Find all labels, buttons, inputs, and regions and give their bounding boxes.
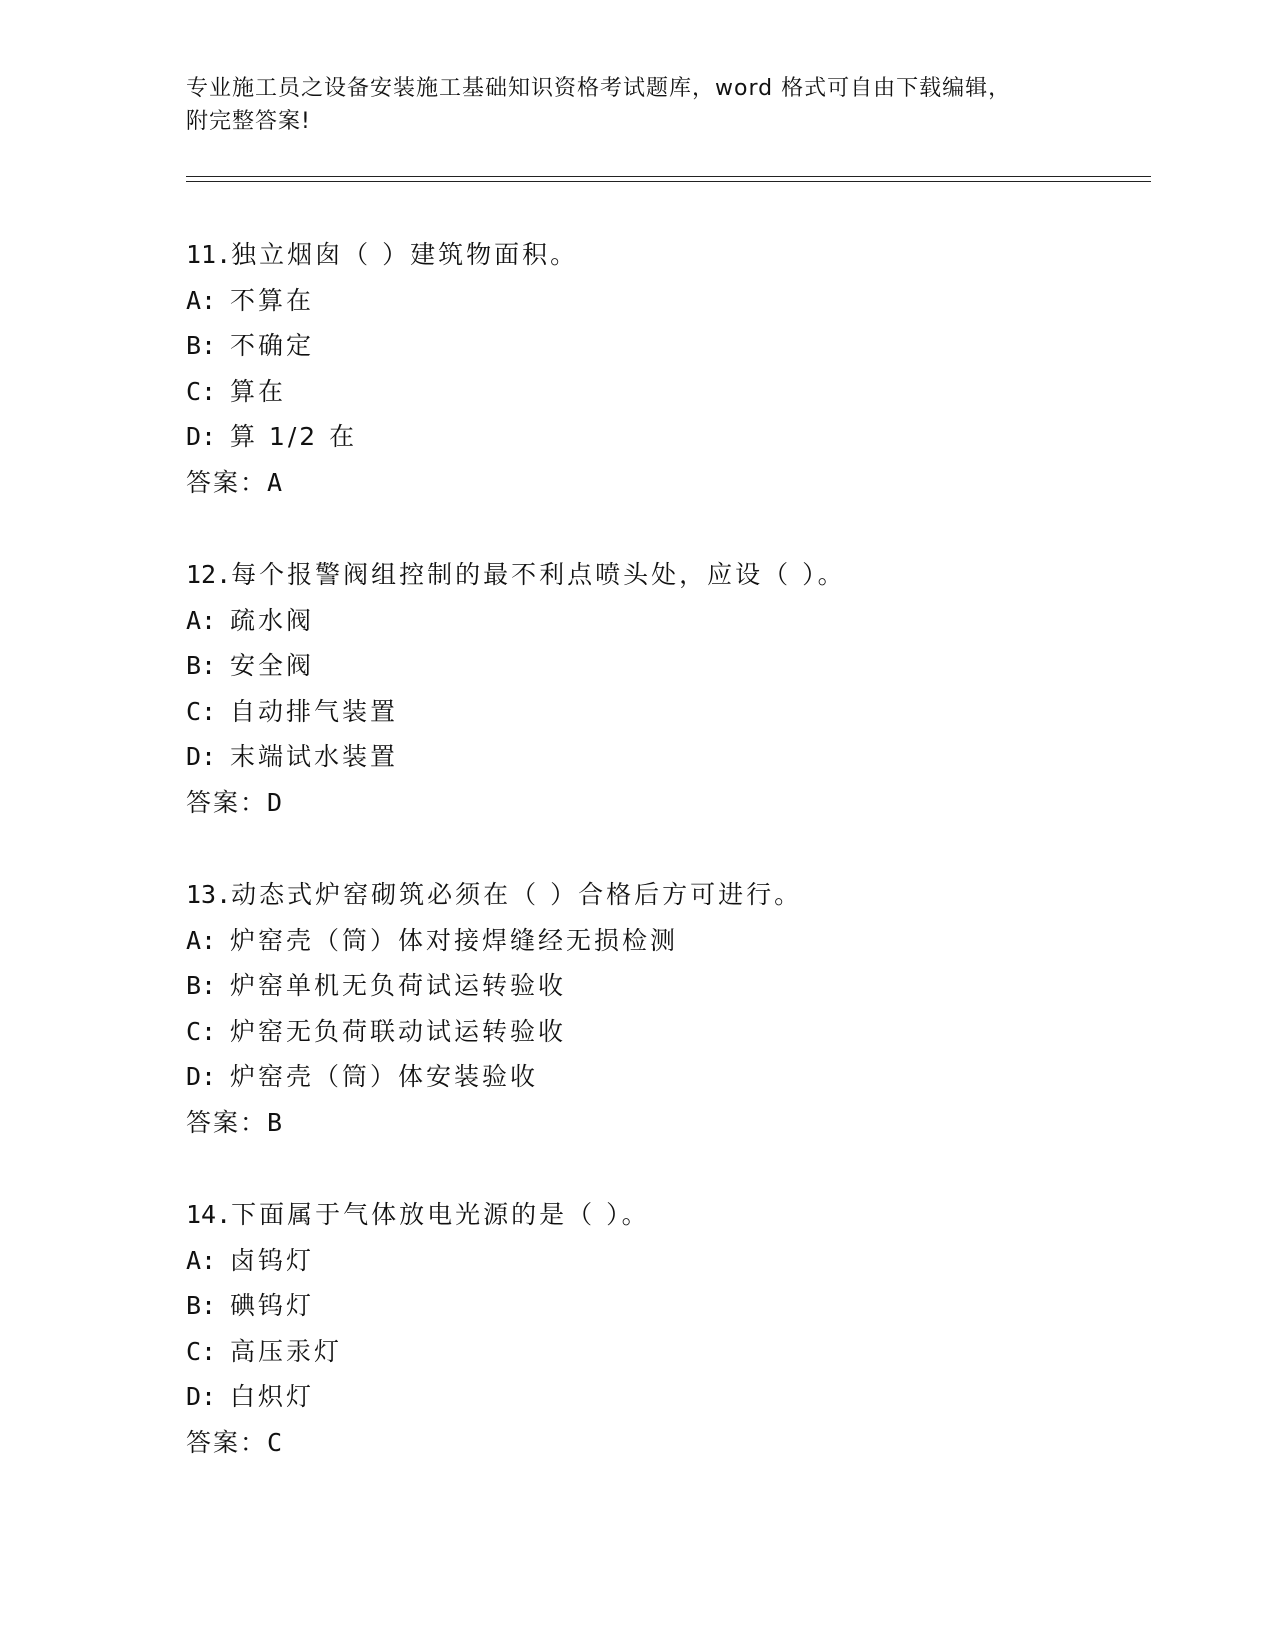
question-number: 12. [186, 560, 232, 589]
option-text: 高压汞灯 [230, 1336, 343, 1366]
option-a [186, 598, 1146, 644]
option-letter: A: [186, 925, 217, 955]
option-letter: C: [186, 1336, 217, 1366]
option-b [186, 323, 1146, 369]
option-letter: B: [186, 331, 217, 360]
answer-value: A [267, 467, 284, 497]
option-text: 算在 [230, 376, 287, 406]
option-d [186, 734, 1146, 780]
question-stem [186, 872, 1146, 918]
option-b [186, 643, 1146, 689]
option-c [186, 1329, 1146, 1375]
option-text: 卤钨灯 [230, 1245, 315, 1275]
question-stem [186, 1192, 1146, 1238]
option-text: 炉窑壳（筒）体安装验收 [230, 1062, 539, 1091]
header-divider-top [186, 176, 1151, 177]
answer-line [186, 1420, 1146, 1466]
question-number: 13. [186, 880, 232, 909]
option-letter: D: [186, 1382, 217, 1411]
option-a [186, 918, 1146, 964]
option-text: 白炽灯 [230, 1382, 315, 1411]
question-12 [186, 552, 1146, 872]
option-d [186, 1374, 1146, 1420]
option-c [186, 689, 1146, 735]
option-text: 炉窑壳（筒）体对接焊缝经无损检测 [230, 925, 679, 955]
option-letter: D: [186, 1062, 217, 1091]
option-letter: B: [186, 1291, 217, 1320]
option-letter: C: [186, 1016, 217, 1046]
option-c [186, 1009, 1146, 1055]
option-b [186, 1283, 1146, 1329]
question-text: 动态式炉窑砌筑必须在（ ）合格后方可进行。 [231, 880, 803, 909]
option-letter: B: [186, 651, 217, 680]
option-text: 末端试水装置 [230, 742, 399, 771]
answer-line [186, 780, 1146, 826]
option-letter: A: [186, 1245, 217, 1275]
answer-value: C [267, 1427, 284, 1457]
option-text: 不确定 [230, 331, 315, 360]
answer-label: 答案： [186, 1107, 268, 1137]
option-c [186, 369, 1146, 415]
option-letter: A: [186, 285, 217, 315]
answer-line [186, 460, 1146, 506]
question-number: 11. [186, 240, 232, 269]
question-text: 独立烟囱（ ）建筑物面积。 [231, 240, 579, 269]
option-text: 不算在 [230, 285, 315, 315]
option-d [186, 1054, 1146, 1100]
question-text: 下面属于气体放电光源的是（ ）。 [231, 1200, 650, 1229]
option-letter: A: [186, 605, 217, 635]
question-stem [186, 232, 1146, 278]
question-number: 14. [186, 1200, 232, 1229]
option-letter: D: [186, 422, 217, 451]
question-text: 每个报警阀组控制的最不利点喷头处，应设（ ）。 [231, 560, 846, 589]
answer-value: D [267, 787, 284, 817]
option-a [186, 1238, 1146, 1284]
answer-label: 答案： [186, 1427, 268, 1457]
question-13 [186, 872, 1146, 1192]
option-text: 炉窑无负荷联动试运转验收 [230, 1016, 567, 1046]
answer-label: 答案： [186, 787, 268, 817]
option-d [186, 414, 1146, 460]
option-text: 碘钨灯 [230, 1291, 315, 1320]
header-line-1: 专业施工员之设备安装施工基础知识资格考试题库，word 格式可自由下载编辑， [186, 76, 1012, 101]
option-text: 算 1/2 在 [230, 422, 358, 451]
header-divider-bottom [186, 181, 1151, 182]
option-text: 炉窑单机无负荷试运转验收 [230, 971, 567, 1000]
option-b [186, 963, 1146, 1009]
option-text: 安全阀 [230, 651, 315, 680]
option-letter: C: [186, 376, 217, 406]
option-text: 疏水阀 [230, 605, 315, 635]
header-line-2: 附完整答案! [186, 109, 311, 134]
answer-label: 答案： [186, 467, 268, 497]
document-header [186, 72, 1086, 138]
option-text: 自动排气装置 [230, 696, 399, 726]
option-letter: B: [186, 971, 217, 1000]
answer-line [186, 1100, 1146, 1146]
question-list [186, 232, 1146, 1512]
question-stem [186, 552, 1146, 598]
option-a [186, 278, 1146, 324]
option-letter: C: [186, 696, 217, 726]
answer-value: B [267, 1107, 284, 1137]
question-11 [186, 232, 1146, 552]
option-letter: D: [186, 742, 217, 771]
question-14 [186, 1192, 1146, 1512]
